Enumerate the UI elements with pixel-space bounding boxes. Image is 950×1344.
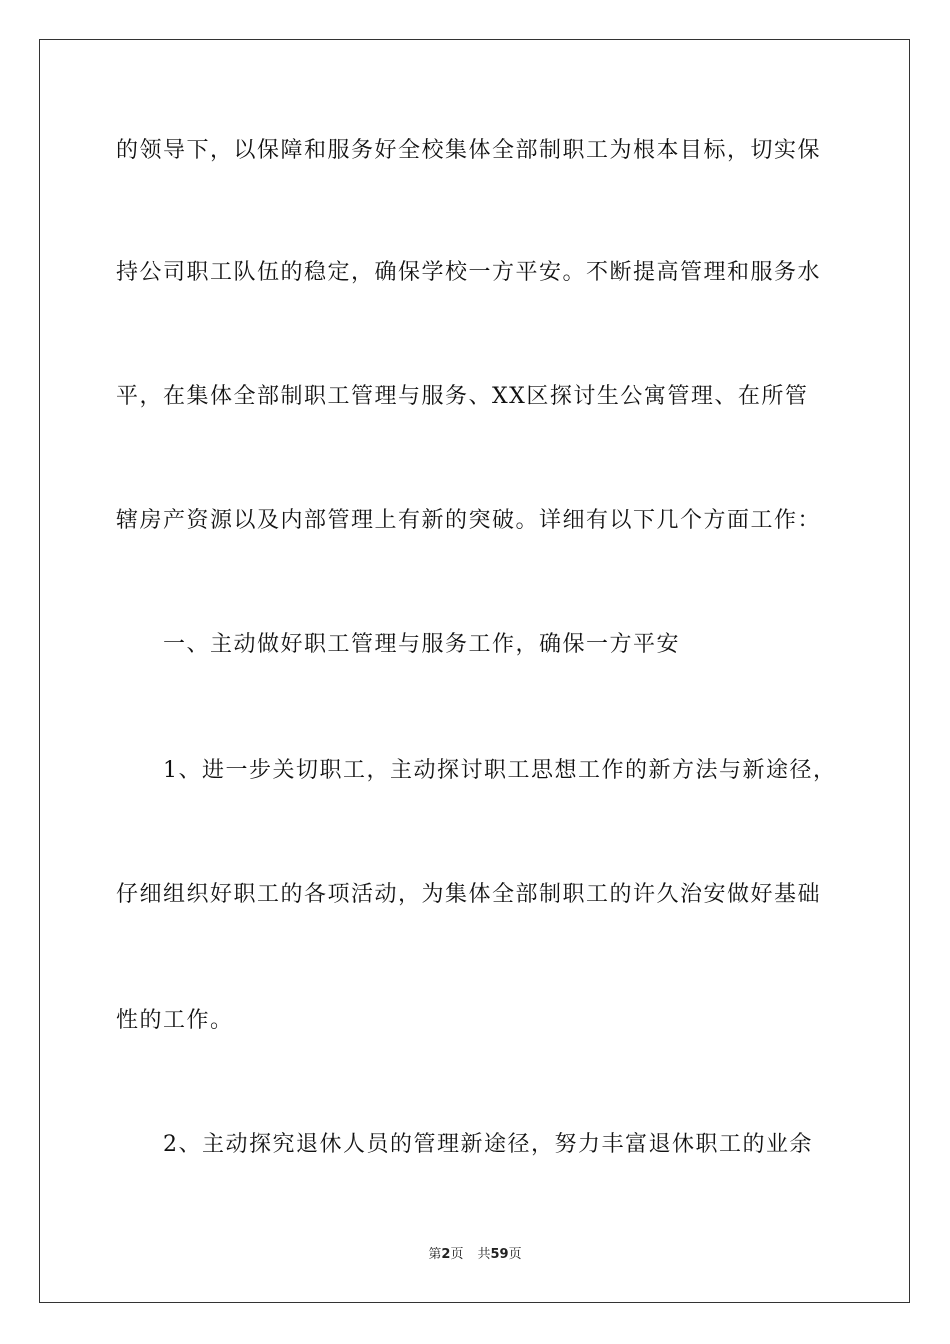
body-line-2: 持公司职工队伍的稳定，确保学校一方平安。不断提高管理和服务水 bbox=[116, 260, 822, 285]
footer-total-suffix: 页 bbox=[508, 1247, 522, 1262]
footer-total-pages: 59 bbox=[490, 1247, 509, 1262]
footer-page-prefix: 第 bbox=[428, 1247, 442, 1262]
body-line-4: 辖房产资源以及内部管理上有新的突破。详细有以下几个方面工作： bbox=[116, 508, 822, 533]
page-frame bbox=[39, 39, 910, 1303]
body-line-3: 平，在集体全部制职工管理与服务、XX区探讨生公寓管理、在所管 bbox=[116, 384, 809, 409]
section-heading-1: 一、主动做好职工管理与服务工作，确保一方平安 bbox=[163, 632, 681, 657]
footer-page-suffix: 页 bbox=[450, 1247, 464, 1262]
page-footer bbox=[0, 1246, 950, 1264]
body-line-7: 仔细组织好职工的各项活动，为集体全部制职工的许久治安做好基础 bbox=[116, 882, 822, 907]
footer-total-prefix: 共 bbox=[477, 1247, 491, 1262]
body-line-6: 1、进一步关切职工，主动探讨职工思想工作的新方法与新途径， bbox=[163, 758, 837, 783]
footer-page-number: 2 bbox=[441, 1247, 451, 1262]
body-line-8: 性的工作。 bbox=[116, 1008, 234, 1033]
body-line-1: 的领导下，以保障和服务好全校集体全部制职工为根本目标，切实保 bbox=[116, 138, 822, 163]
body-line-9: 2、主动探究退休人员的管理新途径，努力丰富退休职工的业余 bbox=[163, 1132, 813, 1157]
